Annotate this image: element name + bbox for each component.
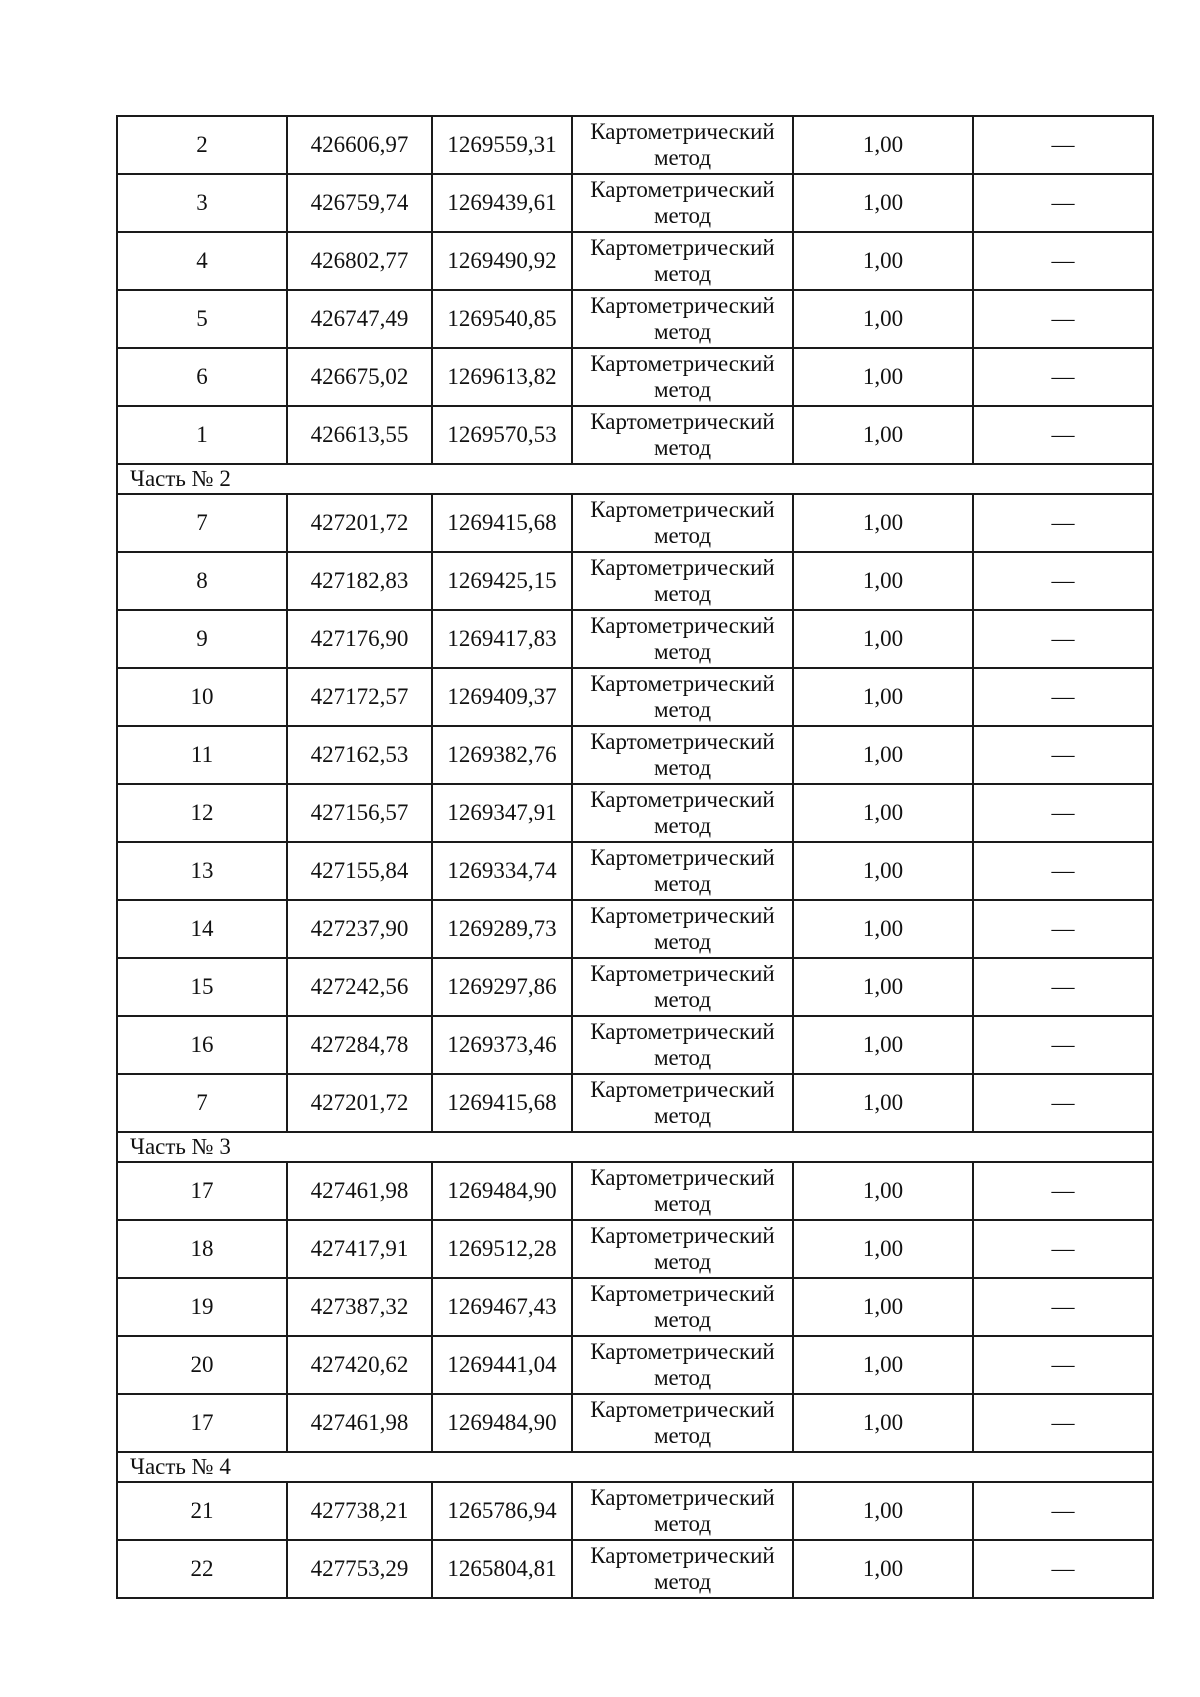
accuracy-cell: 1,00 xyxy=(793,1162,973,1220)
table-row xyxy=(117,1278,1153,1336)
note-cell: — xyxy=(973,348,1153,406)
accuracy-cell: 1,00 xyxy=(793,552,973,610)
method-cell: Картометрический метод xyxy=(572,406,793,464)
y-coordinate-cell: 1269467,43 xyxy=(432,1278,572,1336)
table-row xyxy=(117,494,1153,552)
note-cell: — xyxy=(973,900,1153,958)
y-coordinate-cell: 1265786,94 xyxy=(432,1482,572,1540)
y-coordinate-cell: 1269373,46 xyxy=(432,1016,572,1074)
table-row xyxy=(117,348,1153,406)
y-coordinate-cell: 1265804,81 xyxy=(432,1540,572,1598)
note-cell: — xyxy=(973,116,1153,174)
table-row xyxy=(117,610,1153,668)
point-number-cell: 13 xyxy=(117,842,287,900)
table-row xyxy=(117,1482,1153,1540)
table-row xyxy=(117,1220,1153,1278)
note-cell: — xyxy=(973,1540,1153,1598)
y-coordinate-cell: 1269297,86 xyxy=(432,958,572,1016)
accuracy-cell: 1,00 xyxy=(793,1482,973,1540)
method-cell: Картометрический метод xyxy=(572,610,793,668)
y-coordinate-cell: 1269540,85 xyxy=(432,290,572,348)
y-coordinate-cell: 1269613,82 xyxy=(432,348,572,406)
note-cell: — xyxy=(973,784,1153,842)
section-heading-row xyxy=(117,1132,1153,1162)
y-coordinate-cell: 1269490,92 xyxy=(432,232,572,290)
table-row xyxy=(117,958,1153,1016)
x-coordinate-cell: 427155,84 xyxy=(287,842,432,900)
method-cell: Картометрический метод xyxy=(572,1336,793,1394)
note-cell: — xyxy=(973,290,1153,348)
y-coordinate-cell: 1269409,37 xyxy=(432,668,572,726)
section-heading: Часть № 4 xyxy=(117,1452,1153,1482)
accuracy-cell: 1,00 xyxy=(793,494,973,552)
table-row xyxy=(117,1394,1153,1452)
x-coordinate-cell: 426613,55 xyxy=(287,406,432,464)
point-number-cell: 17 xyxy=(117,1162,287,1220)
note-cell: — xyxy=(973,552,1153,610)
note-cell: — xyxy=(973,1394,1153,1452)
coordinates-table xyxy=(116,115,1154,1599)
x-coordinate-cell: 427156,57 xyxy=(287,784,432,842)
table-row xyxy=(117,1540,1153,1598)
method-cell: Картометрический метод xyxy=(572,116,793,174)
point-number-cell: 7 xyxy=(117,1074,287,1132)
table-row xyxy=(117,1162,1153,1220)
point-number-cell: 20 xyxy=(117,1336,287,1394)
x-coordinate-cell: 426675,02 xyxy=(287,348,432,406)
accuracy-cell: 1,00 xyxy=(793,116,973,174)
y-coordinate-cell: 1269512,28 xyxy=(432,1220,572,1278)
method-cell: Картометрический метод xyxy=(572,1220,793,1278)
accuracy-cell: 1,00 xyxy=(793,1016,973,1074)
point-number-cell: 11 xyxy=(117,726,287,784)
accuracy-cell: 1,00 xyxy=(793,406,973,464)
x-coordinate-cell: 426759,74 xyxy=(287,174,432,232)
note-cell: — xyxy=(973,1220,1153,1278)
point-number-cell: 8 xyxy=(117,552,287,610)
note-cell: — xyxy=(973,232,1153,290)
table-row xyxy=(117,784,1153,842)
note-cell: — xyxy=(973,1016,1153,1074)
section-heading-row xyxy=(117,1452,1153,1482)
note-cell: — xyxy=(973,174,1153,232)
method-cell: Картометрический метод xyxy=(572,1016,793,1074)
y-coordinate-cell: 1269484,90 xyxy=(432,1162,572,1220)
point-number-cell: 10 xyxy=(117,668,287,726)
method-cell: Картометрический метод xyxy=(572,1074,793,1132)
y-coordinate-cell: 1269559,31 xyxy=(432,116,572,174)
accuracy-cell: 1,00 xyxy=(793,610,973,668)
x-coordinate-cell: 427172,57 xyxy=(287,668,432,726)
point-number-cell: 9 xyxy=(117,610,287,668)
point-number-cell: 4 xyxy=(117,232,287,290)
table-row xyxy=(117,726,1153,784)
y-coordinate-cell: 1269289,73 xyxy=(432,900,572,958)
method-cell: Картометрический метод xyxy=(572,784,793,842)
table-row xyxy=(117,406,1153,464)
table-row xyxy=(117,232,1153,290)
y-coordinate-cell: 1269425,15 xyxy=(432,552,572,610)
accuracy-cell: 1,00 xyxy=(793,726,973,784)
method-cell: Картометрический метод xyxy=(572,494,793,552)
note-cell: — xyxy=(973,842,1153,900)
x-coordinate-cell: 427284,78 xyxy=(287,1016,432,1074)
x-coordinate-cell: 426802,77 xyxy=(287,232,432,290)
x-coordinate-cell: 427176,90 xyxy=(287,610,432,668)
point-number-cell: 19 xyxy=(117,1278,287,1336)
method-cell: Картометрический метод xyxy=(572,1394,793,1452)
y-coordinate-cell: 1269347,91 xyxy=(432,784,572,842)
point-number-cell: 6 xyxy=(117,348,287,406)
accuracy-cell: 1,00 xyxy=(793,1394,973,1452)
point-number-cell: 7 xyxy=(117,494,287,552)
accuracy-cell: 1,00 xyxy=(793,232,973,290)
y-coordinate-cell: 1269441,04 xyxy=(432,1336,572,1394)
x-coordinate-cell: 427461,98 xyxy=(287,1394,432,1452)
x-coordinate-cell: 427417,91 xyxy=(287,1220,432,1278)
point-number-cell: 12 xyxy=(117,784,287,842)
table-row xyxy=(117,116,1153,174)
x-coordinate-cell: 427237,90 xyxy=(287,900,432,958)
table-row xyxy=(117,1016,1153,1074)
point-number-cell: 17 xyxy=(117,1394,287,1452)
note-cell: — xyxy=(973,1162,1153,1220)
accuracy-cell: 1,00 xyxy=(793,784,973,842)
x-coordinate-cell: 427738,21 xyxy=(287,1482,432,1540)
accuracy-cell: 1,00 xyxy=(793,1278,973,1336)
point-number-cell: 21 xyxy=(117,1482,287,1540)
x-coordinate-cell: 427201,72 xyxy=(287,494,432,552)
note-cell: — xyxy=(973,1482,1153,1540)
point-number-cell: 22 xyxy=(117,1540,287,1598)
x-coordinate-cell: 426606,97 xyxy=(287,116,432,174)
method-cell: Картометрический метод xyxy=(572,842,793,900)
table-row xyxy=(117,1074,1153,1132)
coordinates-table-body xyxy=(117,116,1153,1598)
note-cell: — xyxy=(973,958,1153,1016)
y-coordinate-cell: 1269334,74 xyxy=(432,842,572,900)
point-number-cell: 15 xyxy=(117,958,287,1016)
method-cell: Картометрический метод xyxy=(572,1540,793,1598)
table-row xyxy=(117,290,1153,348)
y-coordinate-cell: 1269415,68 xyxy=(432,494,572,552)
method-cell: Картометрический метод xyxy=(572,900,793,958)
point-number-cell: 18 xyxy=(117,1220,287,1278)
y-coordinate-cell: 1269417,83 xyxy=(432,610,572,668)
note-cell: — xyxy=(973,726,1153,784)
accuracy-cell: 1,00 xyxy=(793,1220,973,1278)
accuracy-cell: 1,00 xyxy=(793,668,973,726)
accuracy-cell: 1,00 xyxy=(793,1540,973,1598)
method-cell: Картометрический метод xyxy=(572,290,793,348)
note-cell: — xyxy=(973,668,1153,726)
table-row xyxy=(117,900,1153,958)
table-row xyxy=(117,1336,1153,1394)
y-coordinate-cell: 1269439,61 xyxy=(432,174,572,232)
point-number-cell: 14 xyxy=(117,900,287,958)
y-coordinate-cell: 1269570,53 xyxy=(432,406,572,464)
table-row xyxy=(117,174,1153,232)
y-coordinate-cell: 1269484,90 xyxy=(432,1394,572,1452)
y-coordinate-cell: 1269382,76 xyxy=(432,726,572,784)
note-cell: — xyxy=(973,494,1153,552)
x-coordinate-cell: 427461,98 xyxy=(287,1162,432,1220)
accuracy-cell: 1,00 xyxy=(793,958,973,1016)
point-number-cell: 3 xyxy=(117,174,287,232)
y-coordinate-cell: 1269415,68 xyxy=(432,1074,572,1132)
method-cell: Картометрический метод xyxy=(572,958,793,1016)
accuracy-cell: 1,00 xyxy=(793,1336,973,1394)
section-heading: Часть № 3 xyxy=(117,1132,1153,1162)
method-cell: Картометрический метод xyxy=(572,232,793,290)
x-coordinate-cell: 427162,53 xyxy=(287,726,432,784)
accuracy-cell: 1,00 xyxy=(793,290,973,348)
x-coordinate-cell: 427242,56 xyxy=(287,958,432,1016)
method-cell: Картометрический метод xyxy=(572,348,793,406)
note-cell: — xyxy=(973,610,1153,668)
note-cell: — xyxy=(973,1278,1153,1336)
note-cell: — xyxy=(973,1336,1153,1394)
table-row xyxy=(117,668,1153,726)
accuracy-cell: 1,00 xyxy=(793,174,973,232)
point-number-cell: 16 xyxy=(117,1016,287,1074)
point-number-cell: 1 xyxy=(117,406,287,464)
accuracy-cell: 1,00 xyxy=(793,348,973,406)
section-heading-row xyxy=(117,464,1153,494)
accuracy-cell: 1,00 xyxy=(793,900,973,958)
note-cell: — xyxy=(973,1074,1153,1132)
x-coordinate-cell: 426747,49 xyxy=(287,290,432,348)
method-cell: Картометрический метод xyxy=(572,552,793,610)
table-row xyxy=(117,842,1153,900)
x-coordinate-cell: 427201,72 xyxy=(287,1074,432,1132)
x-coordinate-cell: 427182,83 xyxy=(287,552,432,610)
method-cell: Картометрический метод xyxy=(572,1482,793,1540)
x-coordinate-cell: 427387,32 xyxy=(287,1278,432,1336)
note-cell: — xyxy=(973,406,1153,464)
accuracy-cell: 1,00 xyxy=(793,1074,973,1132)
method-cell: Картометрический метод xyxy=(572,668,793,726)
point-number-cell: 5 xyxy=(117,290,287,348)
method-cell: Картометрический метод xyxy=(572,726,793,784)
x-coordinate-cell: 427753,29 xyxy=(287,1540,432,1598)
method-cell: Картометрический метод xyxy=(572,1162,793,1220)
accuracy-cell: 1,00 xyxy=(793,842,973,900)
method-cell: Картометрический метод xyxy=(572,174,793,232)
section-heading: Часть № 2 xyxy=(117,464,1153,494)
method-cell: Картометрический метод xyxy=(572,1278,793,1336)
x-coordinate-cell: 427420,62 xyxy=(287,1336,432,1394)
table-row xyxy=(117,552,1153,610)
point-number-cell: 2 xyxy=(117,116,287,174)
